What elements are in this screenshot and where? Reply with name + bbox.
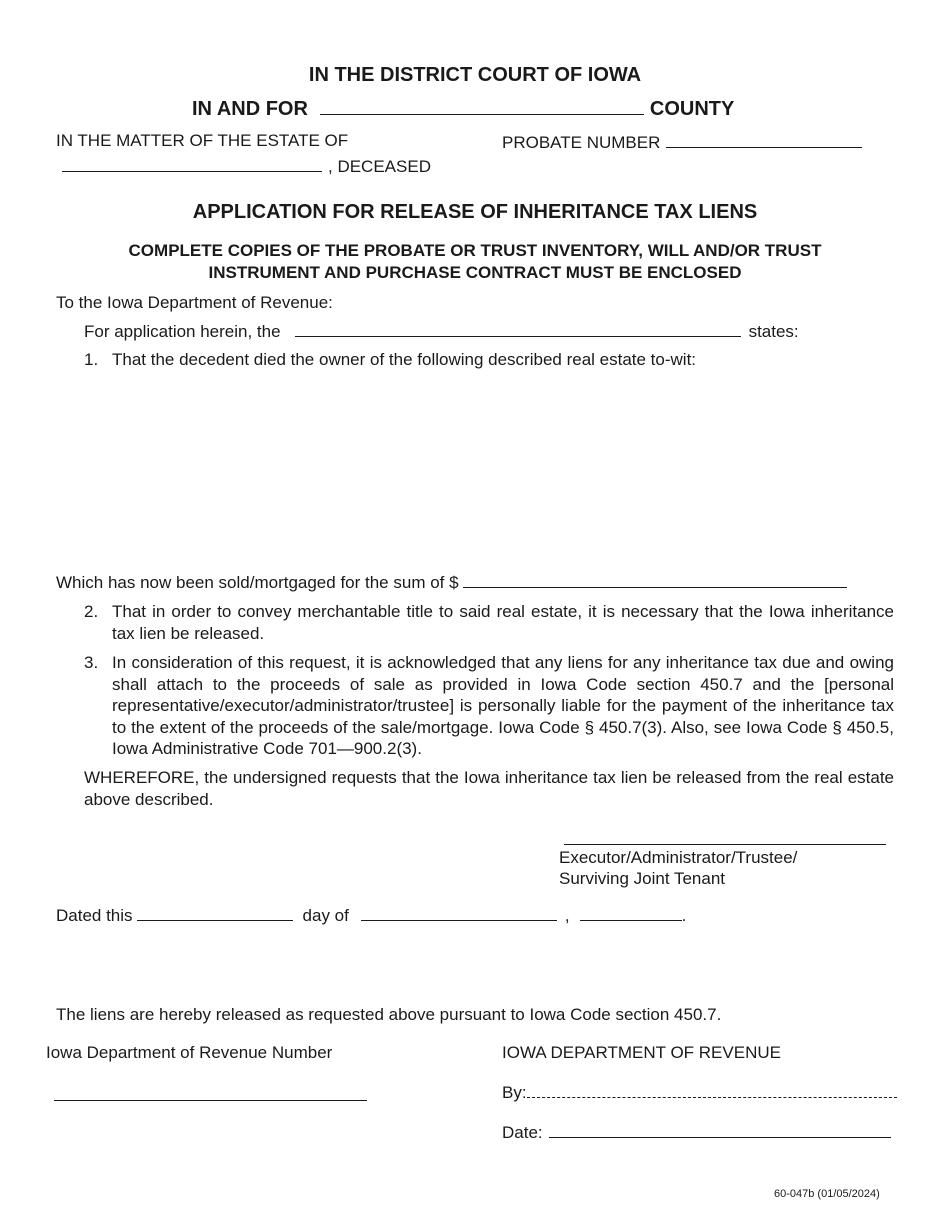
states-label: states: [748, 322, 799, 341]
release-statement: The liens are hereby released as requested above pursuant to Iowa Code section 450.7. [56, 1005, 722, 1024]
probate-number-label: PROBATE NUMBER [502, 133, 661, 152]
by-label: By: [502, 1083, 527, 1102]
subtitle-line-2: INSTRUMENT AND PURCHASE CONTRACT MUST BE ENCLOSED [208, 263, 742, 282]
dated-this-label: Dated this [56, 906, 133, 925]
release-date-line [502, 1122, 891, 1143]
item-2-text: That in order to convey merchantable title to said real estate, it is necessary that the Iowa inheritance tax lien be released. [112, 602, 894, 643]
county-blank[interactable] [320, 99, 644, 115]
sale-amount-blank[interactable] [463, 572, 847, 588]
decedent-line [62, 156, 431, 177]
probate-number-line [502, 132, 868, 153]
item-1-text: That the decedent died the owner of the following described real estate to-wit: [112, 350, 697, 369]
release-date-blank[interactable] [549, 1122, 891, 1138]
signature-blank[interactable] [564, 828, 886, 845]
day-blank[interactable] [137, 905, 293, 921]
sale-amount-label: Which has now been sold/mortgaged for the sum of $ [56, 573, 459, 592]
by-signature-blank[interactable] [527, 1082, 897, 1098]
dept-number-label: Iowa Department of Revenue Number [46, 1043, 333, 1062]
dated-comma: , [564, 906, 570, 925]
applicant-role-blank[interactable] [295, 321, 741, 337]
application-line [84, 321, 799, 342]
county-line [192, 97, 734, 121]
month-blank[interactable] [361, 905, 557, 921]
dept-number-blank[interactable] [54, 1084, 367, 1101]
item-3-number: 3. [84, 653, 99, 672]
court-heading: IN THE DISTRICT COURT OF IOWA [308, 64, 642, 86]
in-and-for-label: IN AND FOR [192, 98, 308, 120]
dept-name: IOWA DEPARTMENT OF REVENUE [502, 1043, 781, 1062]
form-title: APPLICATION FOR RELEASE OF INHERITANCE TAX LIENS [192, 201, 758, 223]
deceased-label: , DECEASED [328, 157, 431, 176]
day-of-label: day of [302, 906, 349, 925]
dated-period: . [681, 906, 687, 925]
item-3-text: In consideration of this request, it is acknowledged that any liens for any inheritance tax due and owing shall attach to the proceeds of sale as provided in Iowa Code section 450.7 and the [personal representative/executor/administrator/trustee] is personally liable for the payment of the inheritance tax to the extent of the proceeds of the sale/mortgage. Iowa Code § 450.7(3). Also, see Iowa Code § 450.5, Iowa Administrative Code 701—900.2(3). [112, 653, 894, 758]
for-application-label: For application herein, the [84, 322, 281, 341]
addressee: To the Iowa Department of Revenue: [56, 293, 333, 312]
real-estate-description-area[interactable] [56, 378, 894, 564]
item-1-number: 1. [84, 350, 99, 369]
form-number: 60-047b (01/05/2024) [774, 1188, 880, 1200]
year-blank[interactable] [580, 905, 682, 921]
wherefore-text: WHEREFORE, the undersigned requests that the Iowa inheritance tax lien be released from the real estate above described. [84, 768, 894, 809]
item-2-number: 2. [84, 602, 99, 621]
release-date-label: Date: [502, 1123, 543, 1142]
subtitle-line-1: COMPLETE COPIES OF THE PROBATE OR TRUST INVENTORY, WILL AND/OR TRUST [128, 241, 822, 260]
by-line [502, 1082, 897, 1103]
sale-amount-line [56, 572, 847, 593]
decedent-name-blank[interactable] [62, 156, 322, 172]
signature-title-line-2: Surviving Joint Tenant [559, 869, 726, 888]
probate-number-blank[interactable] [666, 132, 862, 148]
county-label: COUNTY [649, 98, 735, 120]
dated-line [56, 905, 686, 926]
estate-of-label: IN THE MATTER OF THE ESTATE OF [56, 131, 349, 150]
signature-title-line-1: Executor/Administrator/Trustee/ [559, 848, 798, 867]
